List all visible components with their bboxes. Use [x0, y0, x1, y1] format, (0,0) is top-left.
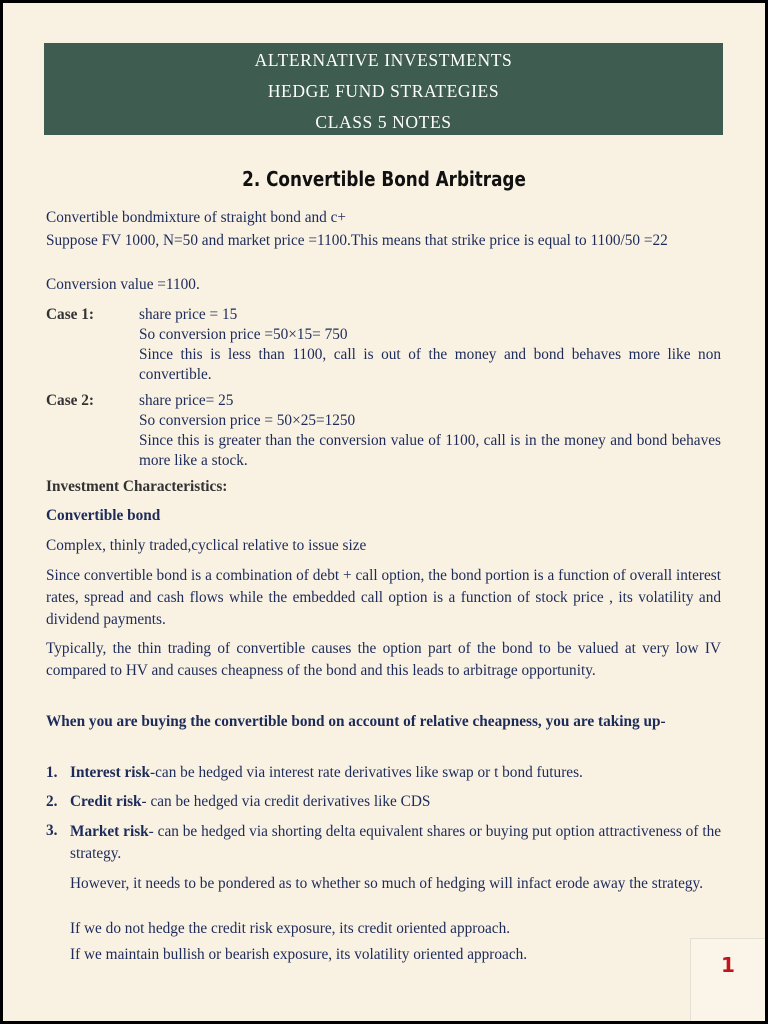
risk-text [70, 821, 721, 865]
risk-description: - can be hedged via shorting delta equivalent shares or buying put option attractiveness of the strategy. [70, 823, 722, 862]
note-1: However, it needs to be pondered as to whether so much of hedging will infact erode away the strategy. [70, 875, 704, 892]
page-corner-box [690, 938, 765, 1021]
risk-text [70, 792, 721, 812]
risk-number: 2. [46, 793, 58, 810]
note-2: If we do not hedge the credit risk exposure, its credit oriented approach. [70, 920, 511, 937]
characteristics-heading: Investment Characteristics: [46, 478, 228, 495]
risk-description: -can be hedged via interest rate derivatives like swap or t bond futures. [150, 764, 583, 781]
header-line-2: HEDGE FUND STRATEGIES [267, 81, 500, 101]
page-number: 1 [721, 953, 735, 977]
case-2-line-1: share price= 25 [139, 392, 234, 409]
risk-number: 1. [46, 764, 58, 781]
paragraph-2: Since convertible bond is a combination of debt + call option, the bond portion is a function of overall interest rates, spread and cash flows while the embedded call option is a function of stock price , its volatility and dividend payments. [46, 567, 721, 628]
section-title: 2. Convertible Bond Arbitrage [242, 167, 526, 191]
note-3: If we maintain bullish or bearish exposure, its volatility oriented approach. [70, 946, 528, 963]
case-1-line-2: So conversion price =50×15= 750 [139, 326, 348, 343]
risk-number: 3. [46, 822, 58, 839]
document-page [3, 3, 765, 1021]
header-line-1: ALTERNATIVE INVESTMENTS [254, 50, 513, 70]
header-line-3: CLASS 5 NOTES [315, 112, 452, 132]
intro-line-1: Convertible bondmixture of straight bond and c+ [46, 209, 347, 226]
bold-statement: When you are buying the convertible bond on account of relative cheapness, you are taking up- [46, 713, 666, 730]
convertible-bond-heading: Convertible bond [46, 507, 161, 524]
case-1-line-3: Since this is less than 1100, call is out of the money and bond behaves more like non convertible. [139, 346, 721, 383]
risk-term: Credit risk [70, 793, 142, 810]
intro-line-3: Conversion value =1100. [46, 276, 200, 293]
paragraph-1: Complex, thinly traded,cyclical relative to issue size [46, 537, 367, 554]
intro-line-2: Suppose FV 1000, N=50 and market price =1100.This means that strike price is equal to 1100/50 =22 [46, 232, 668, 249]
risk-text [70, 763, 721, 783]
case-2-label: Case 2: [46, 392, 95, 409]
header-banner [44, 43, 723, 135]
case-1-line-1: share price = 15 [139, 306, 238, 323]
case-1-label: Case 1: [46, 306, 95, 323]
risk-term: Interest risk [70, 764, 151, 781]
risk-term: Market risk [70, 823, 149, 840]
case-2-line-2: So conversion price = 50×25=1250 [139, 412, 356, 429]
case-2-line-3: Since this is greater than the conversion value of 1100, call is in the money and bond behaves more like a stock. [139, 432, 721, 469]
paragraph-3: Typically, the thin trading of convertible causes the option part of the bond to be valued at very low IV compared to HV and causes cheapness of the bond and this leads to arbitrage opportunity. [46, 640, 721, 679]
risk-description: - can be hedged via credit derivatives like CDS [141, 793, 431, 810]
